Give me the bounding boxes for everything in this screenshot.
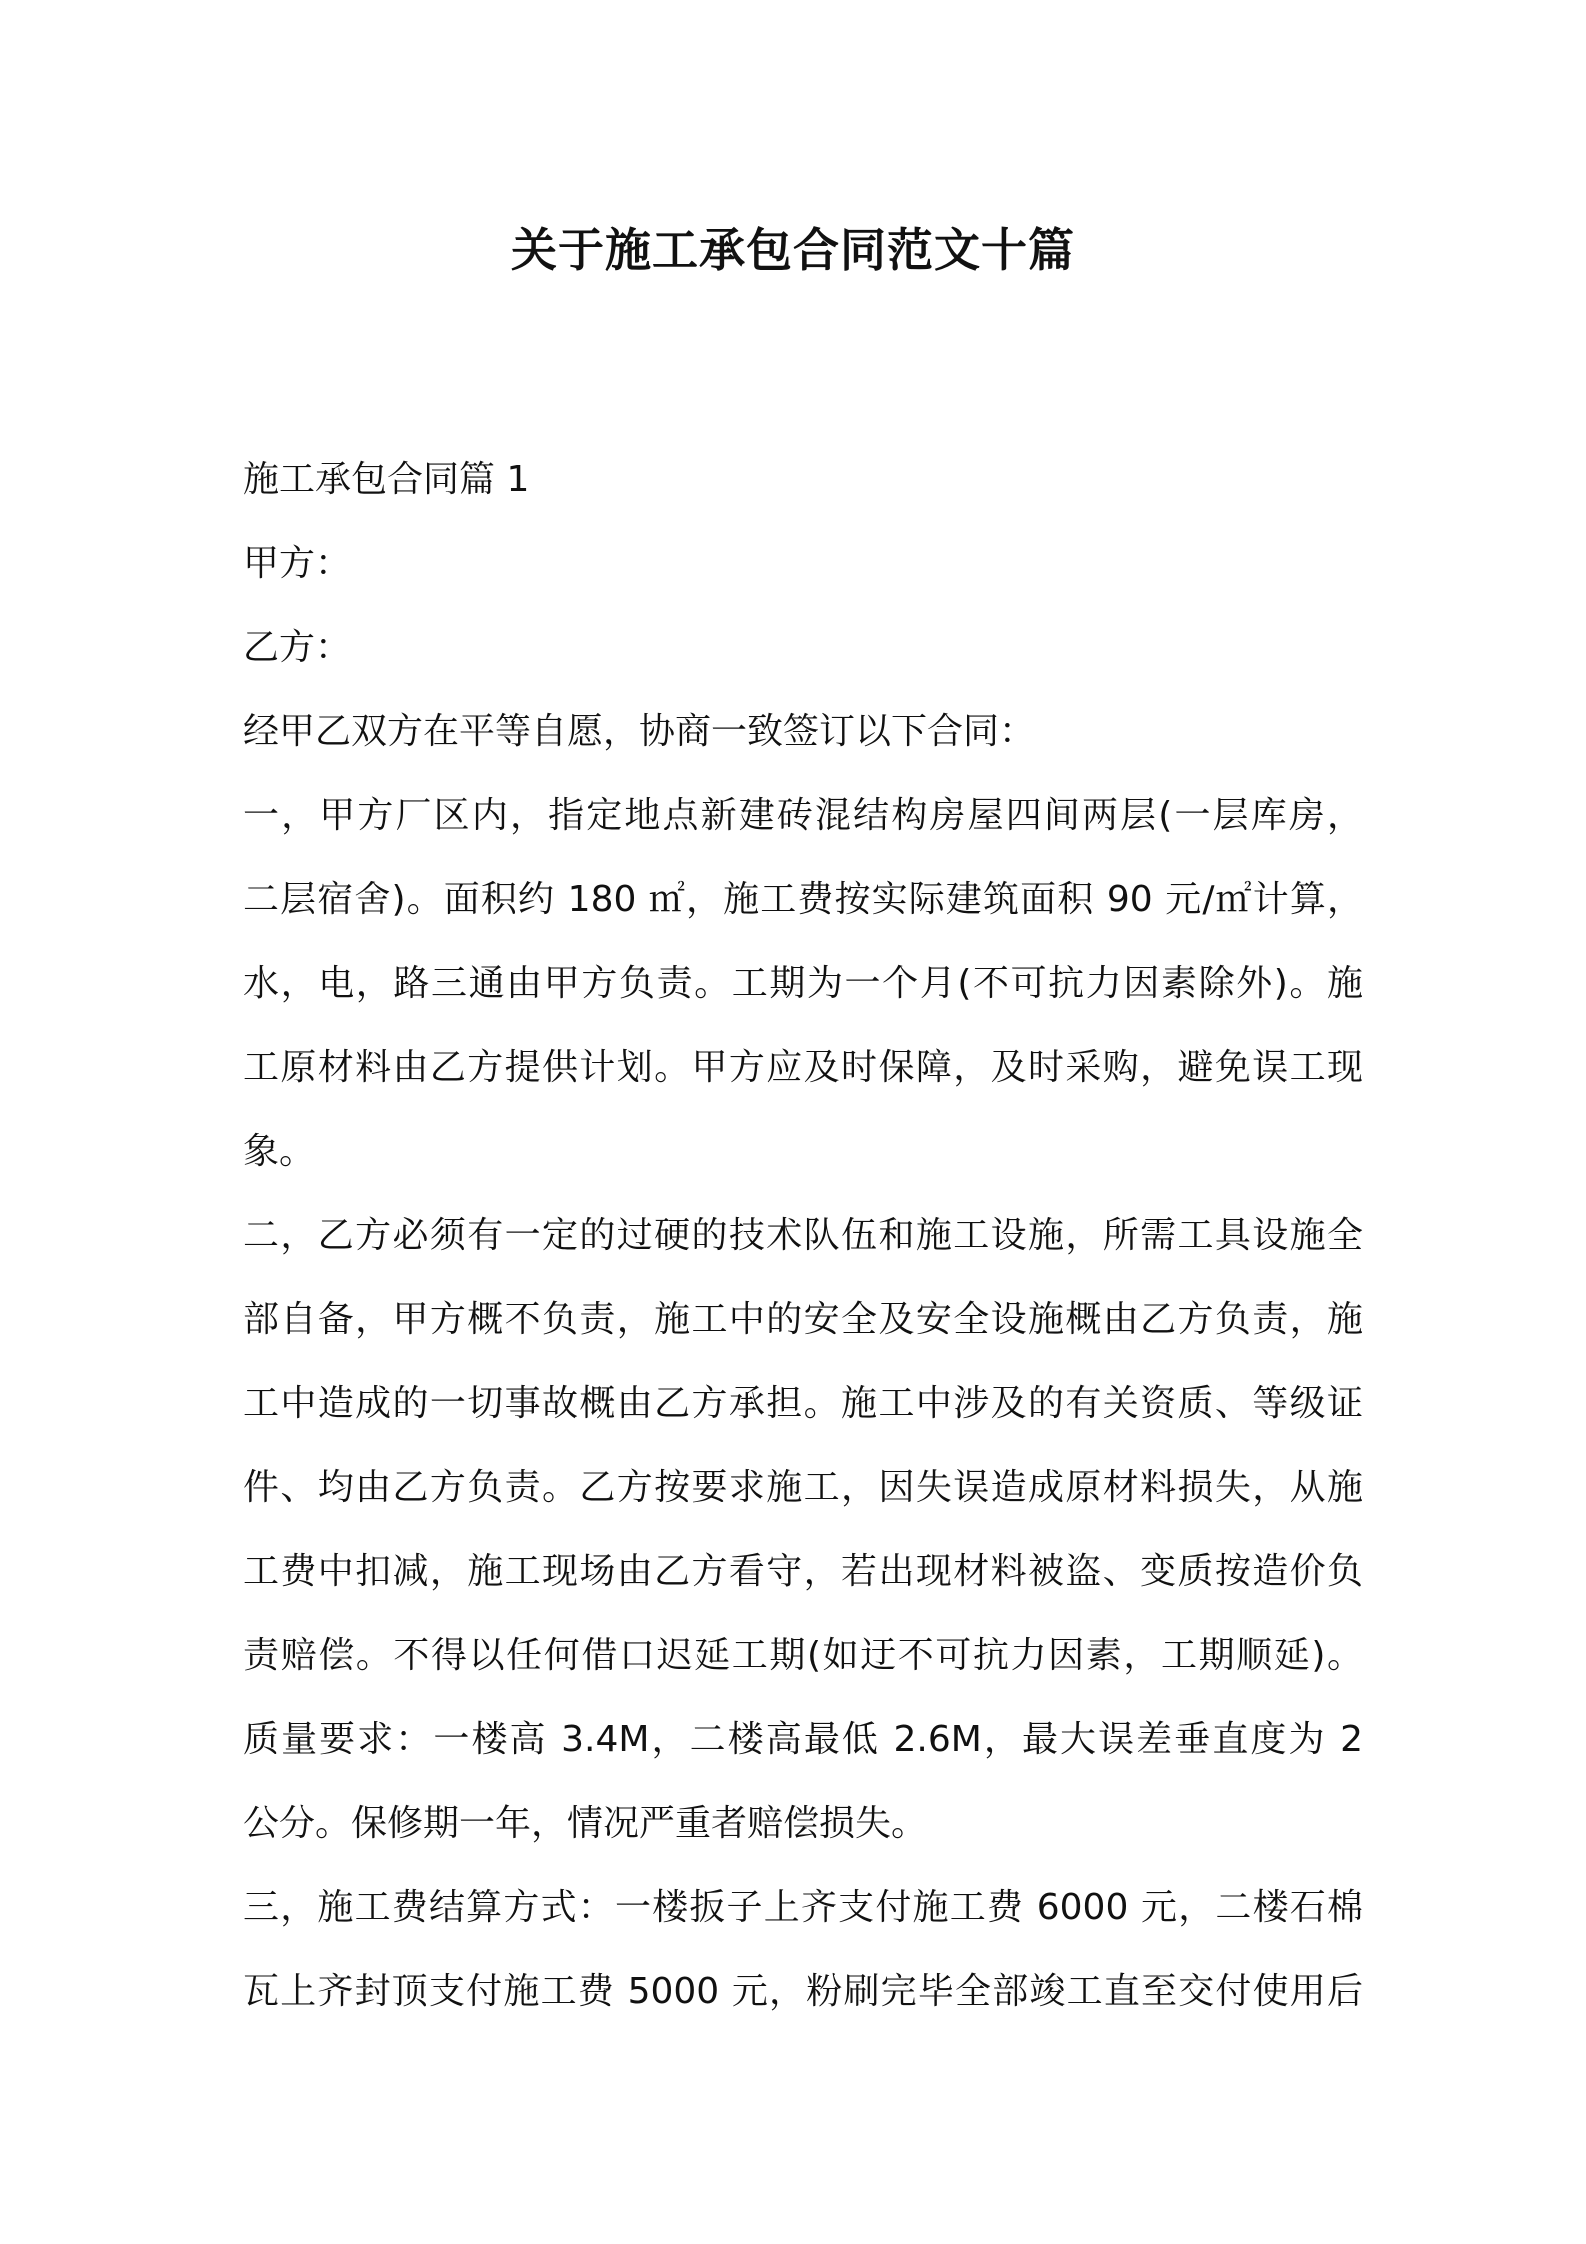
clause-3-line: 三，施工费结算方式：一楼扳子上齐支付施工费 6000 元，二楼石棉 bbox=[243, 1887, 1363, 1928]
clause-2-line: 工中造成的一切事故概由乙方承担。施工中涉及的有关资质、等级证 bbox=[243, 1383, 1363, 1424]
clause-1-line: 水，电，路三通由甲方负责。工期为一个月(不可抗力因素除外)。施 bbox=[243, 963, 1363, 1004]
document-body bbox=[243, 438, 1363, 2034]
clause-2-line: 件、均由乙方负责。乙方按要求施工，因失误造成原材料损失，从施 bbox=[243, 1467, 1363, 1508]
clause-1-line: 二层宿舍)。面积约 180 ㎡，施工费按实际建筑面积 90 元/㎡计算， bbox=[243, 879, 1363, 920]
clause-1-line: 一，甲方厂区内，指定地点新建砖混结构房屋四间两层(一层库房， bbox=[243, 795, 1363, 836]
party-b-label: 乙方： bbox=[243, 627, 352, 668]
document-title: 关于施工承包合同范文十篇 bbox=[511, 223, 1075, 277]
section-heading: 施工承包合同篇 1 bbox=[243, 459, 530, 500]
clause-1-line: 象。 bbox=[243, 1131, 316, 1172]
party-a-label: 甲方： bbox=[243, 543, 352, 584]
clause-3-line: 瓦上齐封顶支付施工费 5000 元，粉刷完毕全部竣工直至交付使用后 bbox=[243, 1971, 1363, 2012]
clause-2-line: 工费中扣减，施工现场由乙方看守，若出现材料被盗、变质按造价负 bbox=[243, 1551, 1363, 1592]
clause-2-line: 质量要求：一楼高 3.4M，二楼高最低 2.6M，最大误差垂直度为 2 bbox=[243, 1719, 1363, 1760]
contract-intro: 经甲乙双方在平等自愿，协商一致签订以下合同： bbox=[243, 711, 1036, 752]
clause-2-line: 部自备，甲方概不负责，施工中的安全及安全设施概由乙方负责，施 bbox=[243, 1299, 1363, 1340]
clause-2-line: 责赔偿。不得以任何借口迟延工期(如迂不可抗力因素，工期顺延)。 bbox=[243, 1635, 1363, 1676]
clause-1-line: 工原材料由乙方提供计划。甲方应及时保障，及时采购，避免误工现 bbox=[243, 1047, 1363, 1088]
clause-2-line: 公分。保修期一年，情况严重者赔偿损失。 bbox=[243, 1803, 928, 1844]
clause-2-line: 二，乙方必须有一定的过硬的技术队伍和施工设施，所需工具设施全 bbox=[243, 1215, 1363, 1256]
